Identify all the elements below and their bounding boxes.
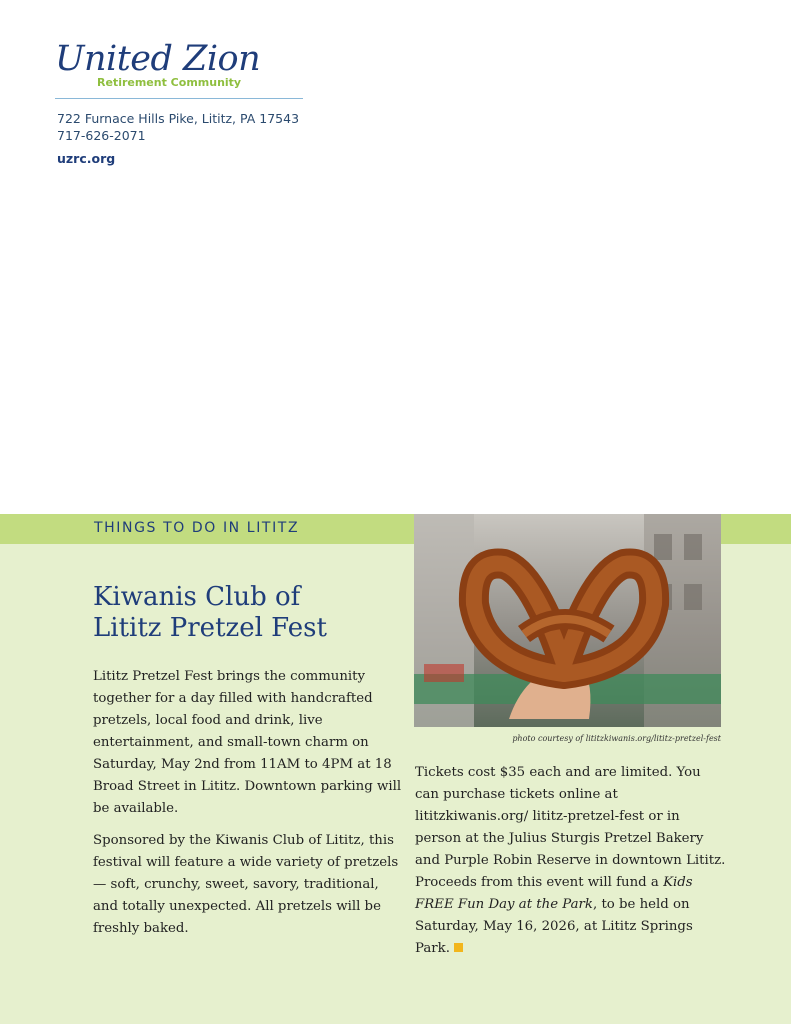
photo-caption: photo courtesy of lititzkiwanis.org/lititz-pretzel-fest — [512, 734, 721, 743]
website-link[interactable]: uzrc.org — [57, 151, 116, 166]
article-title — [93, 582, 393, 644]
article-column-left — [93, 666, 405, 950]
event-name-emphasis: Kids FREE Fun Day at the Park — [415, 875, 693, 912]
article-paragraph: Sponsored by the Kiwanis Club of Lititz, this festival will feature a wide variety of pretzels — soft, crunchy, sweet, savory, traditional, and totally unexpected. All pretzels will be freshly baked. — [93, 833, 399, 936]
pretzel-photo — [414, 514, 721, 727]
end-of-article-mark — [454, 943, 463, 952]
contact-block — [57, 110, 299, 167]
pretzel-photo-illustration — [414, 514, 721, 727]
article-paragraph: Lititz Pretzel Fest brings the community together for a day filled with handcrafted pretzels, local food and drink, live entertainment, and small-town charm on Saturday, May 2nd from 11AM to 4PM at 18 Broad Street in Lititz. Downtown parking will be available. — [93, 669, 402, 816]
article-title-line2: Lititz Pretzel Fest — [93, 613, 327, 643]
phone: 717-626-2071 — [57, 128, 146, 143]
logo-divider — [55, 98, 303, 99]
logo — [55, 39, 305, 89]
logo-wordmark: United Zion — [55, 39, 261, 79]
article-title-line1: Kiwanis Club of — [93, 582, 301, 612]
article-paragraph — [415, 762, 727, 960]
section-label: THINGS TO DO IN LITITZ — [94, 520, 300, 536]
paragraph-text: Tickets cost $35 each and are limited. You can purchase tickets online at lititzkiwanis.org/ lititz-pretzel-fest or in person at the Julius Sturgis Pretzel Bakery and Purple Robin Reserve in downtown Lititz. Proceeds from this event will fund a — [415, 765, 726, 890]
address: 722 Furnace Hills Pike, Lititz, PA 17543 — [57, 111, 300, 126]
logo-tagline: Retirement Community — [97, 76, 242, 89]
article-column-right — [415, 762, 727, 970]
paragraph-text: , to be held on Saturday, May 16, 2026, at Lititz Springs Park. — [415, 897, 693, 956]
